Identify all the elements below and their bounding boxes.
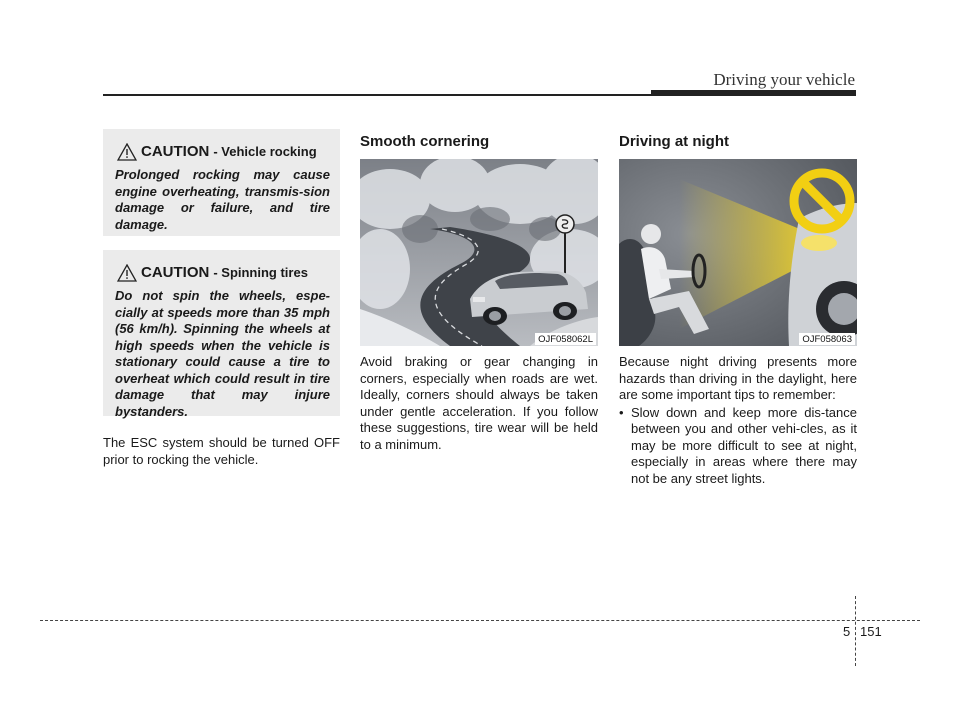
- bullet-icon: •: [619, 404, 624, 420]
- caution-subtitle: - Vehicle rocking: [213, 144, 317, 159]
- figure-code: OJF058063: [799, 333, 855, 345]
- smooth-cornering-paragraph: Avoid braking or gear changing in corners, especially when roads are wet. Ideally, corners should always be taken under gentle acceleration. If you follow these suggestions, tire wear will be held to a minimum.: [360, 354, 598, 452]
- list-item: [619, 405, 857, 488]
- snowy-road-car-image: [360, 159, 598, 346]
- smooth-cornering-illustration: [360, 159, 598, 346]
- header-rule: [103, 94, 651, 96]
- header-rule-accent: [651, 90, 856, 96]
- page-number: 151: [860, 624, 882, 639]
- figure-code: OJF058062L: [535, 333, 596, 345]
- night-driving-glare-image: [619, 159, 857, 346]
- footer-divider: [855, 596, 856, 666]
- caution-label: CAUTION: [141, 143, 210, 160]
- section-title-smooth-cornering: Smooth cornering: [360, 133, 490, 150]
- driving-at-night-text: [619, 354, 857, 487]
- caution-heading: [111, 143, 332, 161]
- caution-subtitle: - Spinning tires: [213, 265, 308, 280]
- esc-paragraph: The ESC system should be turned OFF prior to rocking the vehicle.: [103, 435, 340, 467]
- footer-rule: [40, 620, 920, 621]
- section-title-driving-at-night: Driving at night: [619, 133, 729, 150]
- bullet-text: Slow down and keep more dis-tance between you and other vehi-cles, as it may be more difficult to see at night, especially in areas where there may not be any street lights.: [631, 404, 857, 486]
- warning-triangle-icon: [117, 264, 137, 282]
- caution-box-vehicle-rocking: [103, 129, 340, 236]
- night-intro-paragraph: Because night driving presents more hazards than driving in the daylight, here are some important tips to remember:: [619, 354, 857, 402]
- caution-text: Prolonged rocking may cause engine overheating, transmis-sion damage or failure, and tire damage.: [115, 167, 330, 232]
- caution-label: CAUTION: [141, 264, 210, 281]
- caution-heading: [111, 264, 332, 282]
- running-header: Driving your vehicle: [713, 70, 855, 89]
- caution-text: Do not spin the wheels, espe-cially at speeds more than 35 mph (56 km/h). Spinning the wheels at high speeds when the vehicle is stationary could cause a tire to overheat which could result in tire damage that may injure bystanders.: [115, 288, 330, 419]
- warning-triangle-icon: [117, 143, 137, 161]
- driving-at-night-illustration: [619, 159, 857, 346]
- chapter-number: 5: [843, 624, 851, 639]
- caution-box-spinning-tires: [103, 250, 340, 419]
